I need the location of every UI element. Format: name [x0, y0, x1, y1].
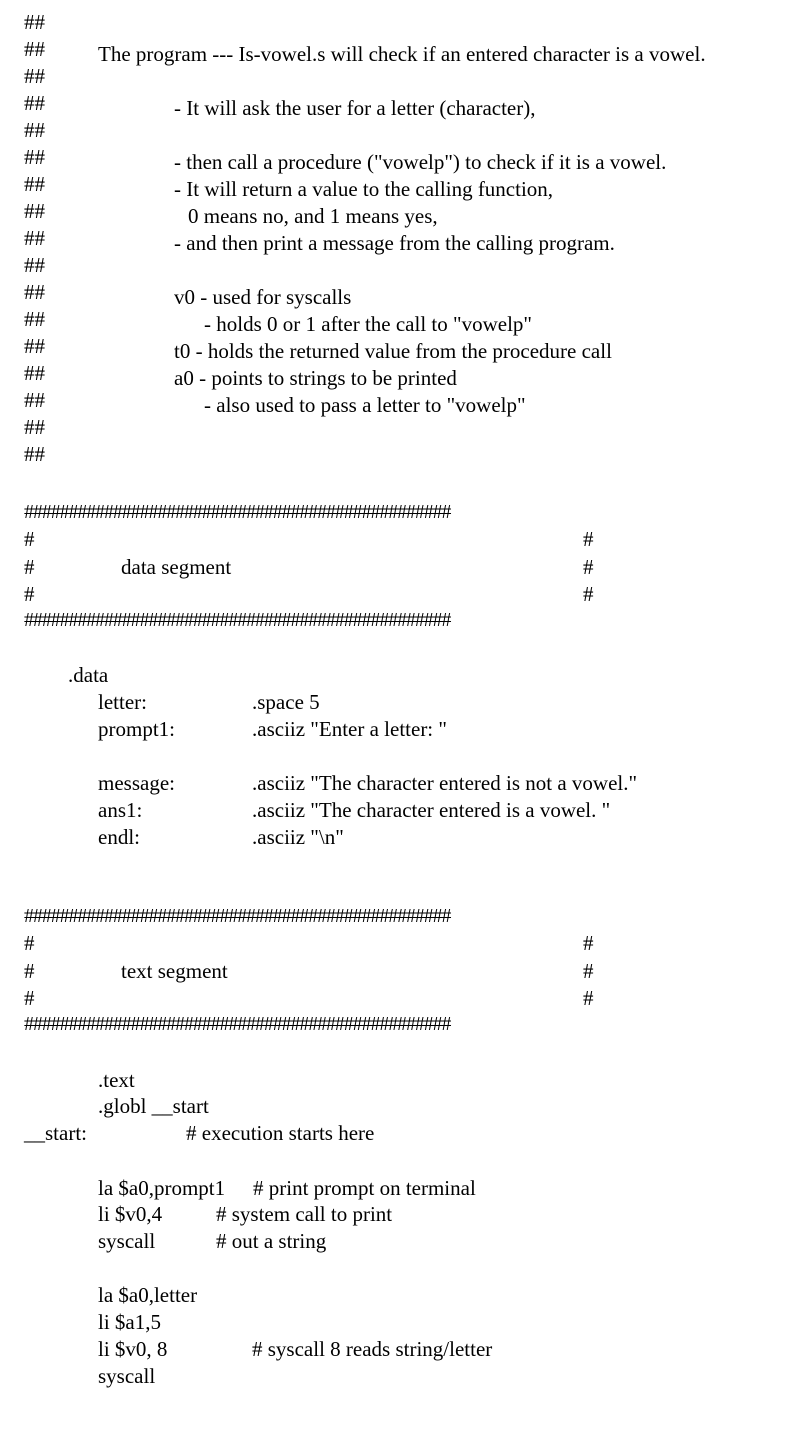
- text-segment-label: text segment: [121, 959, 228, 983]
- comment-mark: ##: [24, 64, 45, 88]
- header-line: 0 means no, and 1 means yes,: [188, 204, 438, 228]
- text-directive: .text: [98, 1068, 135, 1092]
- data-value: .asciiz "Enter a letter: ": [252, 717, 447, 741]
- comment-mark: ##: [24, 91, 45, 115]
- comment-mark: ##: [24, 334, 45, 358]
- header-line: - It will ask the user for a letter (character),: [174, 96, 536, 120]
- comment-mark: ##: [24, 37, 45, 61]
- header-line: - holds 0 or 1 after the call to "vowelp": [204, 312, 532, 336]
- comment-mark: ##: [24, 172, 45, 196]
- banner-hash-left: #: [24, 527, 35, 551]
- code-instruction: li $v0,4: [98, 1202, 163, 1226]
- data-value: .space 5: [252, 690, 320, 714]
- code-instruction: la $a0,letter: [98, 1283, 198, 1307]
- code-instruction: li $a1,5: [98, 1310, 161, 1334]
- data-value: .asciiz "The character entered is a vowel. ": [252, 798, 611, 822]
- comment-mark: ##: [24, 388, 45, 412]
- data-label: prompt1:: [98, 717, 175, 741]
- code-comment: # out a string: [216, 1229, 327, 1253]
- header-line: - then call a procedure ("vowelp") to check if it is a vowel.: [174, 150, 667, 174]
- banner-rule: ################################################: [24, 501, 451, 523]
- header-line: - and then print a message from the calling program.: [174, 231, 615, 255]
- comment-mark: ##: [24, 307, 45, 331]
- banner-rule: ################################################: [24, 905, 451, 927]
- banner-hash-right: #: [583, 959, 594, 983]
- code-comment: # system call to print: [216, 1202, 393, 1226]
- header-line: v0 - used for syscalls: [174, 285, 352, 309]
- banner-hash-left: #: [24, 931, 35, 955]
- data-value: .asciiz "\n": [252, 825, 344, 849]
- banner-hash-right: #: [583, 931, 594, 955]
- comment-mark: ##: [24, 145, 45, 169]
- globl-directive: .globl __start: [98, 1094, 209, 1118]
- comment-mark: ##: [24, 226, 45, 250]
- banner-hash-left: #: [24, 555, 35, 579]
- program-title: The program --- Is-vowel.s will check if an entered character is a vowel.: [98, 42, 706, 66]
- data-label: message:: [98, 771, 175, 795]
- comment-mark: ##: [24, 199, 45, 223]
- code-comment: # print prompt on terminal: [253, 1176, 476, 1200]
- code-instruction: li $v0, 8: [98, 1337, 168, 1361]
- banner-hash-left: #: [24, 582, 35, 606]
- banner-hash-right: #: [583, 555, 594, 579]
- banner-hash-left: #: [24, 986, 35, 1010]
- banner-hash-right: #: [583, 986, 594, 1010]
- banner-rule: ################################################: [24, 609, 451, 631]
- data-label: letter:: [98, 690, 147, 714]
- comment-mark: ##: [24, 442, 45, 466]
- code-instruction: syscall: [98, 1364, 156, 1388]
- header-line: - also used to pass a letter to "vowelp": [204, 393, 526, 417]
- data-value: .asciiz "The character entered is not a vowel.": [252, 771, 638, 795]
- comment-mark: ##: [24, 118, 45, 142]
- code-comment: # syscall 8 reads string/letter: [252, 1337, 493, 1361]
- header-line: a0 - points to strings to be printed: [174, 366, 457, 390]
- comment-mark: ##: [24, 253, 45, 277]
- start-comment: # execution starts here: [186, 1121, 375, 1145]
- data-segment-label: data segment: [121, 555, 232, 579]
- comment-mark: ##: [24, 280, 45, 304]
- comment-mark: ##: [24, 10, 45, 34]
- code-instruction: la $a0,prompt1: [98, 1176, 226, 1200]
- start-label: __start:: [24, 1121, 87, 1145]
- data-label: endl:: [98, 825, 140, 849]
- header-line: t0 - holds the returned value from the procedure call: [174, 339, 612, 363]
- data-directive: .data: [68, 663, 109, 687]
- banner-rule: ################################################: [24, 1013, 451, 1035]
- comment-mark: ##: [24, 361, 45, 385]
- header-line: - It will return a value to the calling function,: [174, 177, 554, 201]
- data-label: ans1:: [98, 798, 143, 822]
- banner-hash-right: #: [583, 527, 594, 551]
- banner-hash-left: #: [24, 959, 35, 983]
- comment-mark: ##: [24, 415, 45, 439]
- code-instruction: syscall: [98, 1229, 156, 1253]
- banner-hash-right: #: [583, 582, 594, 606]
